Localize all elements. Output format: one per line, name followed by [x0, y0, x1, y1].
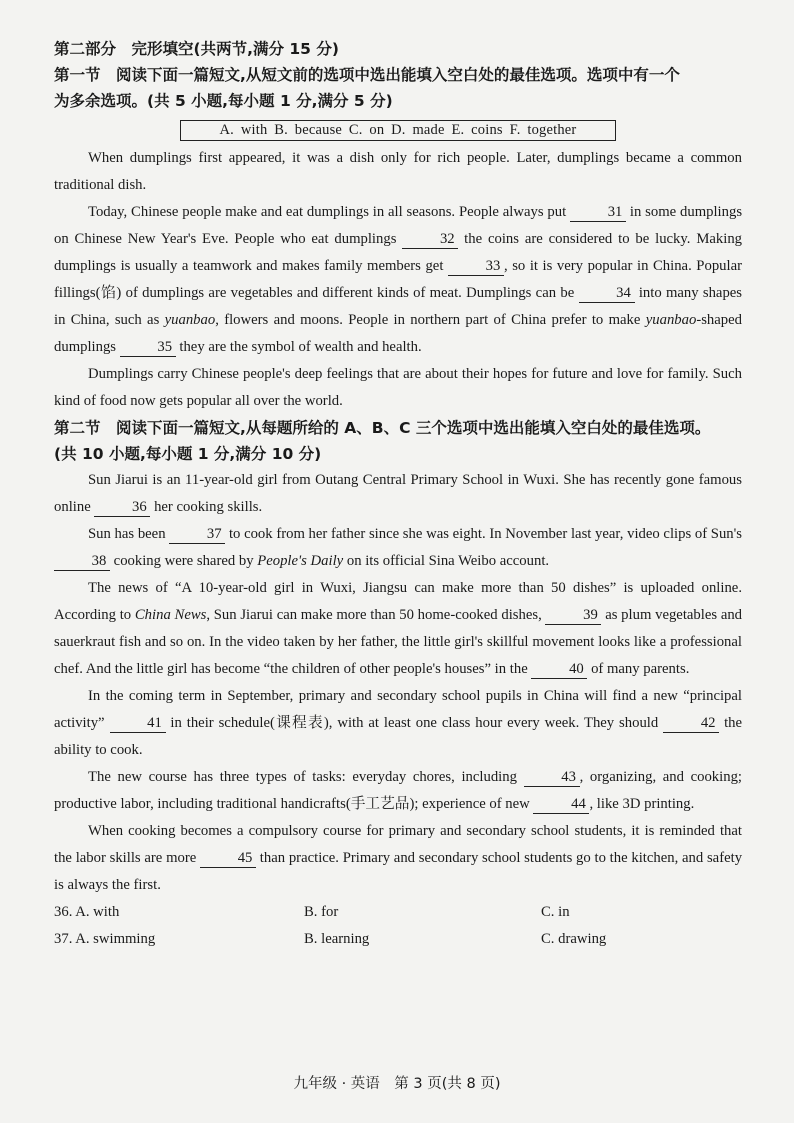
blank-38[interactable]: 38	[54, 552, 110, 571]
passage2-paragraph: When cooking becomes a compulsory course for primary and secondary school students, it is reminded that the labor skills are more 45 than practice. Primary and secondary school students go to the kitchen, and safety is always the first.	[54, 823, 743, 893]
blank-32[interactable]: 32	[402, 230, 458, 249]
section2-title-line1: 第二节 阅读下面一篇短文,从每题所给的 A、B、C 三个选项中选出能填入空白处的最佳选项。	[54, 419, 711, 437]
blank-43[interactable]: 43	[524, 768, 580, 787]
section1-title-line1: 第一节 阅读下面一篇短文,从短文前的选项中选出能填入空白处的最佳选项。选项中有一个	[54, 66, 680, 84]
choice-37-a[interactable]: 37. A. swimming	[54, 931, 156, 947]
part2-title: 第二部分 完形填空(共两节,满分 15 分)	[54, 40, 339, 58]
options-box: A. with B. because C. on D. made E. coins F. together	[180, 120, 616, 141]
exam-page	[54, 36, 742, 953]
passage2-paragraph: Sun Jiarui is an 11-year-old girl from Outang Central Primary School in Wuxi. She has recently gone famous online 36 her cooking skills.	[54, 472, 742, 515]
section1-title-line2: 为多余选项。(共 5 小题,每小题 1 分,满分 5 分)	[54, 92, 393, 110]
blank-35[interactable]: 35	[120, 338, 176, 357]
choice-37-c[interactable]: C. drawing	[541, 931, 607, 947]
blank-45[interactable]: 45	[200, 849, 256, 868]
blank-31[interactable]: 31	[570, 203, 626, 222]
passage2-paragraph: The new course has three types of tasks: everyday chores, including 43 , organizing, and cooking; productive labor, including traditional handicrafts(手工艺品); experience of new 44 , like 3D printing.	[54, 769, 742, 812]
choice-row-36	[54, 899, 742, 926]
section2-title-line2: (共 10 小题,每小题 1 分,满分 10 分)	[54, 445, 322, 463]
choice-36-a[interactable]: 36. A. with	[54, 904, 120, 920]
choice-36-c[interactable]: C. in	[541, 904, 570, 920]
passage2-paragraph: In the coming term in September, primary and secondary school pupils in China will find a new “principal activity” 41 in their schedule(课程表), with at least one class hour every week. They should 42 the ability to cook.	[54, 688, 743, 758]
passage1-paragraph: When dumplings first appeared, it was a dish only for rich people. Later, dumplings became a common traditional dish.	[54, 150, 742, 193]
blank-36[interactable]: 36	[94, 498, 150, 517]
choice-row-37	[54, 926, 742, 953]
passage2-paragraph: The news of “A 10-year-old girl in Wuxi, Jiangsu can make more than 50 dishes” is uploaded online. According to China News, Sun Jiarui can make more than 50 home-cooked dishes, 39 as plum vegetables and sauerkraut fish and so on. In the video taken by her father, the little girl's skillful movement looks like a professional chef. And the little girl has become “the children of other people's houses” in the 40 of many parents.	[54, 580, 743, 677]
blank-33[interactable]: 33	[448, 257, 504, 276]
choice-36-b[interactable]: B. for	[304, 904, 339, 920]
blank-37[interactable]: 37	[169, 525, 225, 544]
blank-34[interactable]: 34	[579, 284, 635, 303]
passage1-paragraph: Dumplings carry Chinese people's deep feelings that are about their hopes for future and love for family. Such kind of food now gets popular all over the world.	[54, 366, 742, 409]
passage1-paragraph: Today, Chinese people make and eat dumplings in all seasons. People always put 31 in some dumplings on Chinese New Year's Eve. People who eat dumplings 32 the coins are considered to be lucky. Making dumplings is usually a teamwork and makes family members get 33 , so it is very popular in China. Popular fillings(馅) of dumplings are vegetables and different kinds of meat. Dumplings can be 34 into many shapes in China, such as yuanbao, flowers and moons. People in northern part of China prefer to make yuanbao-shaped dumplings 35 they are the symbol of wealth and health.	[54, 204, 743, 355]
blank-44[interactable]: 44	[533, 795, 589, 814]
passage2-paragraph: Sun has been 37 to cook from her father since she was eight. In November last year, video clips of Sun's 38 cooking were shared by People's Daily on its official Sina Weibo account.	[54, 521, 742, 575]
page-footer: 九年级 · 英语 第 3 页(共 8 页)	[293, 1076, 501, 1092]
blank-39[interactable]: 39	[545, 606, 601, 625]
blank-42[interactable]: 42	[663, 714, 719, 733]
blank-40[interactable]: 40	[531, 660, 587, 679]
blank-41[interactable]: 41	[110, 714, 166, 733]
choice-37-b[interactable]: B. learning	[304, 931, 370, 947]
